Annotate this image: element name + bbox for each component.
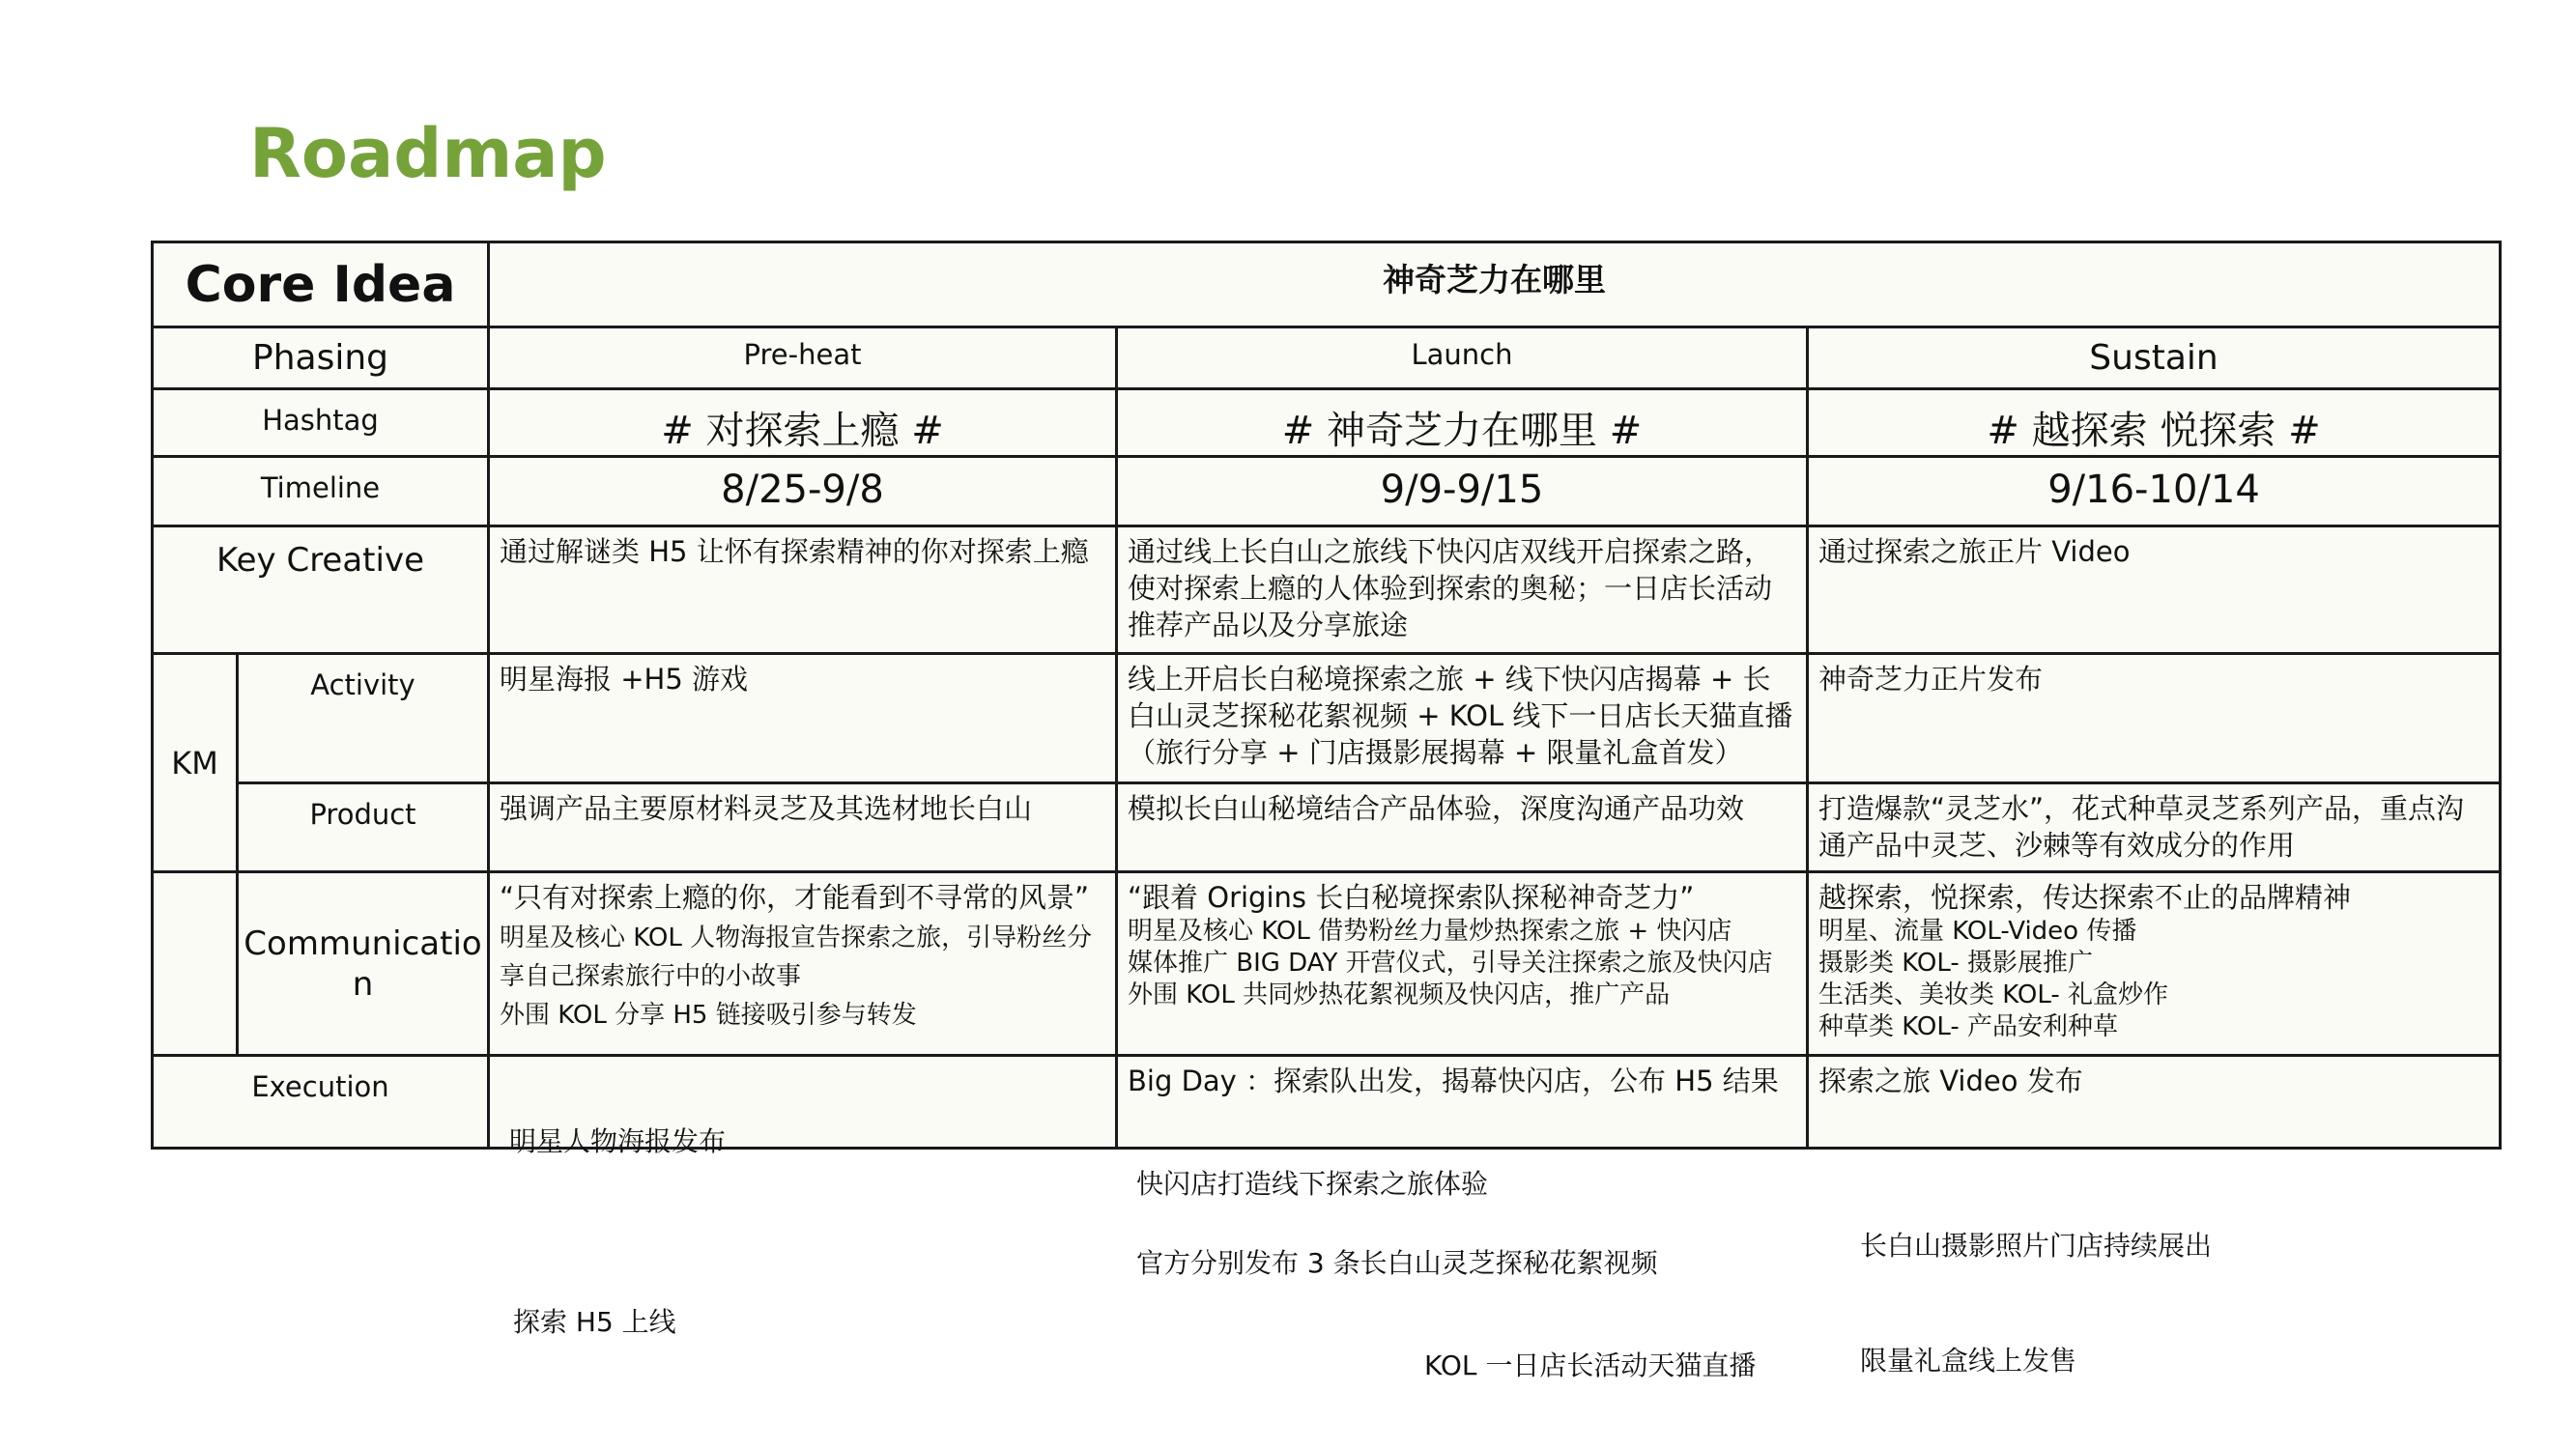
communication-preheat-lead-tail: 明星及核心 KOL 人物海报宣告探索之旅，引导粉丝分享自己探索旅行中的小故事 [500,923,1093,991]
row-hashtag [153,389,2501,457]
note-sustain-photo-exhibit: 长白山摄影照片门店持续展出 [1860,1230,2213,1262]
core-idea-value: 神奇芝力在哪里 [489,242,2501,327]
communication-launch-lead: “跟着 Origins 长白秘境探索队探秘神奇芝力” [1128,881,1695,914]
row-product [153,783,2501,872]
timeline-preheat: 8/25-9/8 [489,457,1117,526]
row-phasing [153,327,2501,389]
note-sustain-giftbox: 限量礼盒线上发售 [1860,1345,2077,1377]
row-core-idea [153,242,2501,327]
product-launch: 模拟长白山秘境结合产品体验，深度沟通产品功效 [1117,783,1808,872]
row-communication [153,872,2501,1056]
execution-label: Execution [153,1056,489,1149]
communication-preheat-line2: 外围 KOL 分享 H5 链接吸引参与转发 [500,1001,917,1030]
communication-sustain-line: 种草类 KOL- 产品安利种草 [1818,1012,2119,1041]
note-launch-kol-live: KOL 一日店长活动天猫直播 [1424,1350,1757,1381]
communication-preheat-lead: “只有对探索上瘾的你，才能看到不寻常的风景” [500,881,1090,914]
timeline-launch: 9/9-9/15 [1117,457,1808,526]
communication-launch-line: 明星及核心 KOL 借势粉丝力量炒热探索之旅 + 快闪店 [1128,917,1732,946]
product-label: Product [238,783,489,872]
row-execution [153,1056,2501,1149]
hashtag-launch: # 神奇芝力在哪里 # [1117,389,1808,457]
communication-sustain-line: 摄影类 KOL- 摄影展推广 [1818,949,2094,978]
communication-sustain-line: 生活类、美妆类 KOL- 礼盒炒作 [1818,980,2169,1009]
activity-sustain: 神奇芝力正片发布 [1808,654,2501,783]
communication-label: Communication [238,872,489,1056]
phasing-label: Phasing [153,327,489,389]
note-launch-popup-store: 快闪店打造线下探索之旅体验 [1136,1168,1489,1200]
communication-spacer [153,872,238,1056]
key-creative-sustain: 通过探索之旅正片 Video [1808,526,2501,654]
roadmap-table [151,241,2502,1150]
product-sustain: 打造爆款“灵芝水”，花式种草灵芝系列产品，重点沟通产品中灵芝、沙棘等有效成分的作用 [1808,783,2501,872]
phase-preheat: Pre-heat [489,327,1117,389]
note-launch-videos: 官方分别发布 3 条长白山灵芝探秘花絮视频 [1136,1247,1658,1279]
execution-sustain: 探索之旅 Video 发布 [1808,1056,2501,1149]
communication-launch [1117,872,1808,1056]
communication-sustain [1808,872,2501,1056]
hashtag-preheat: # 对探索上瘾 # [489,389,1117,457]
activity-launch: 线上开启长白秘境探索之旅 + 线下快闪店揭幕 + 长白山灵芝探秘花絮视频 + KOL 线下一日店长天猫直播（旅行分享 + 门店摄影展揭幕 + 限量礼盒首发） [1117,654,1808,783]
activity-preheat: 明星海报 +H5 游戏 [489,654,1117,783]
timeline-label: Timeline [153,457,489,526]
communication-launch-line: 媒体推广 BIG DAY 开营仪式，引导关注探索之旅及快闪店 [1128,949,1773,978]
hashtag-label: Hashtag [153,389,489,457]
key-creative-preheat: 通过解谜类 H5 让怀有探索精神的你对探索上瘾 [489,526,1117,654]
note-preheat-h5-launch: 探索 H5 上线 [513,1306,676,1338]
activity-label: Activity [238,654,489,783]
core-idea-label: Core Idea [153,242,489,327]
key-creative-launch: 通过线上长白山之旅线下快闪店双线开启探索之路，使对探索上瘾的人体验到探索的奥秘；一日店长活动推荐产品以及分享旅途 [1117,526,1808,654]
phase-sustain: Sustain [1808,327,2501,389]
product-preheat: 强调产品主要原材料灵芝及其选材地长白山 [489,783,1117,872]
execution-launch: Big Day ：探索队出发，揭幕快闪店，公布 H5 结果 [1117,1056,1808,1149]
km-label: KM [153,654,238,872]
timeline-sustain: 9/16-10/14 [1808,457,2501,526]
row-timeline [153,457,2501,526]
hashtag-sustain: # 越探索 悦探索 # [1808,389,2501,457]
row-activity [153,654,2501,783]
row-key-creative [153,526,2501,654]
communication-sustain-lead: 越探索，悦探索，传达探索不止的品牌精神 [1818,881,2352,914]
communication-preheat [489,872,1117,1056]
note-preheat-star-poster: 明星人物海报发布 [509,1125,727,1157]
key-creative-label: Key Creative [153,526,489,654]
page-title: Roadmap [249,114,607,193]
communication-sustain-line: 明星、流量 KOL-Video 传播 [1818,917,2137,946]
communication-launch-line: 外围 KOL 共同炒热花絮视频及快闪店，推广产品 [1128,980,1671,1009]
phase-launch: Launch [1117,327,1808,389]
